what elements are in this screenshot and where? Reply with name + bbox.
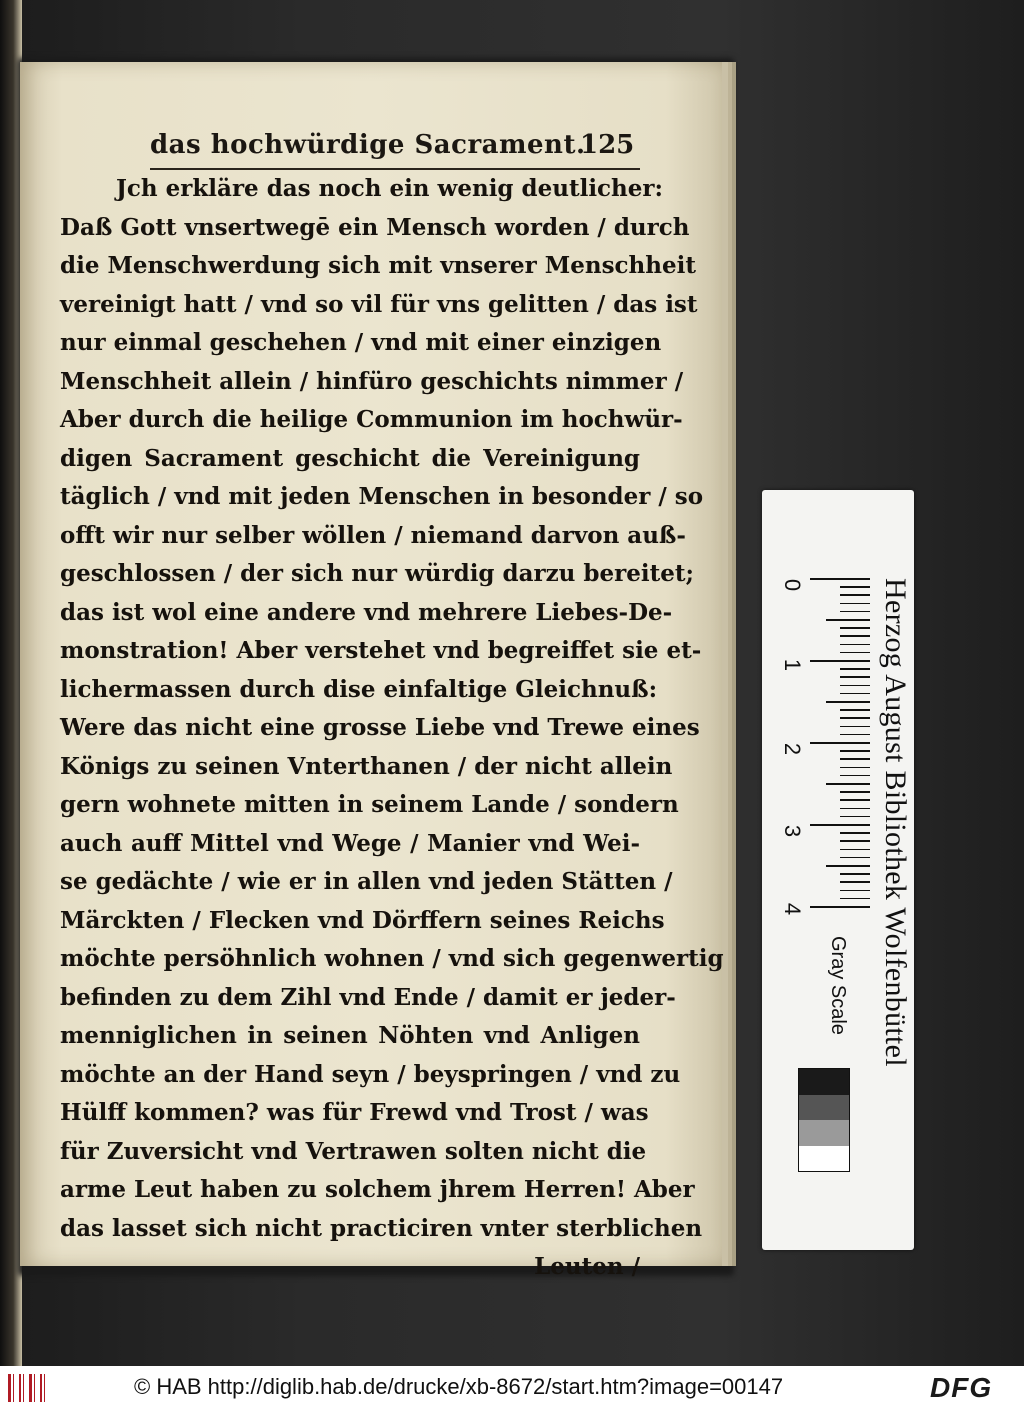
ruler-tick [840, 652, 870, 654]
ruler-tick [840, 635, 870, 637]
text-line: Aber durch die heilige Communion im hochwür- [60, 406, 683, 433]
target-title: Herzog August Bibliothek Wolfenbüttel [879, 578, 912, 1067]
text-line: Daß Gott vnsertwegē ein Mensch worden / durch [60, 213, 690, 241]
ruler-tick [810, 742, 870, 744]
ruler-number: 1 [780, 658, 806, 672]
dfg-logo: DFG [930, 1372, 993, 1403]
ruler-tick [840, 873, 870, 875]
text-line: Menschheit allein / hinfüro geschichts nimmer / [60, 367, 684, 395]
text-line: möchte an der Hand seyn / beyspringen / vnd zu [60, 1060, 681, 1088]
ruler-tick [840, 832, 870, 834]
text-line: se gedächte / wie er in allen vnd jeden Stätten / [60, 868, 673, 895]
ruler-tick [810, 660, 870, 662]
ruler-tick [840, 898, 870, 900]
ruler [810, 578, 870, 918]
ruler-tick [840, 857, 870, 859]
text-line: gern wohnete mitten in seinem Lande / sondern [60, 791, 679, 818]
ruler-tick [840, 693, 870, 695]
ruler-tick [840, 881, 870, 883]
text-line: das ist wol eine andere vnd mehrere Liebes-De- [60, 598, 673, 626]
text-line: für Zuversicht vnd Vertrawen solten nicht die [60, 1137, 647, 1165]
text-line: Hülff kommen? was für Frewd vnd Trost / was [60, 1099, 649, 1126]
text-line: offt wir nur selber wöllen / niemand darvon auß- [60, 521, 686, 549]
ruler-tick [840, 726, 870, 728]
ruler-tick [826, 865, 870, 867]
text-line: geschlossen / der sich nur würdig darzu bereitet; [60, 560, 694, 587]
ruler-tick [840, 611, 870, 613]
ruler-tick [840, 799, 870, 801]
ruler-tick [840, 668, 870, 670]
ruler-tick [840, 685, 870, 687]
gray-swatch-light [799, 1120, 849, 1146]
ruler-tick [840, 676, 870, 678]
ruler-tick [826, 701, 870, 703]
text-line: nur einmal geschehen / vnd mit einer einzigen [60, 329, 662, 356]
ruler-tick [840, 849, 870, 851]
text-line: auch auff Mittel vnd Wege / Manier vnd Wei- [60, 829, 640, 857]
catchword: Leuten / [534, 1253, 640, 1280]
ruler-tick [840, 709, 870, 711]
text-line: Königs zu seinen Vnterthanen / der nicht allein [60, 752, 673, 780]
ruler-tick [840, 594, 870, 596]
body-text [60, 170, 724, 1287]
page-number: 125 [580, 130, 635, 160]
hab-logo-icon [8, 1374, 48, 1402]
text-line: arme Leut haben zu solchem jhrem Herren! Aber [60, 1176, 695, 1203]
running-head: das hochwürdige Sacrament. [150, 130, 586, 160]
text-line: vereinigt hatt / vnd so vil für vns gelitten / das ist [60, 290, 698, 318]
gray-swatch-dark [799, 1095, 849, 1121]
ruler-number: 2 [780, 742, 806, 756]
ruler-number: 3 [780, 824, 806, 838]
source-link[interactable]: © HAB http://diglib.hab.de/drucke/xb-8672/start.htm?image=00147 [134, 1374, 784, 1399]
ruler-tick [840, 767, 870, 769]
text-line: digen Sacrament geschicht die Vereinigung [60, 444, 640, 472]
ruler-tick [840, 791, 870, 793]
page-header [150, 130, 650, 166]
text-line: Märckten / Flecken vnd Dörffern seines Reichs [60, 906, 665, 934]
gray-swatch-white [799, 1146, 849, 1172]
ruler-tick [810, 906, 870, 908]
ruler-tick [810, 578, 870, 580]
ruler-tick [840, 603, 870, 605]
ruler-tick [840, 808, 870, 810]
ruler-tick [840, 586, 870, 588]
ruler-tick [826, 783, 870, 785]
ruler-tick [826, 619, 870, 621]
ruler-tick [840, 758, 870, 760]
ruler-tick [840, 734, 870, 736]
text-line: befinden zu dem Zihl vnd Ende / damit er jeder- [60, 983, 676, 1011]
ruler-tick [840, 816, 870, 818]
ruler-number: 0 [780, 578, 806, 592]
gray-scale-label: Gray Scale [827, 936, 849, 1035]
ruler-tick [840, 627, 870, 629]
ruler-number: 4 [780, 902, 806, 916]
ruler-tick [840, 840, 870, 842]
text-line: Jch erkläre das noch ein wenig deutlicher: [116, 175, 664, 202]
footer-bar [0, 1366, 1024, 1410]
ruler-tick [840, 890, 870, 892]
text-line: täglich / vnd mit jeden Menschen in besonder / so [60, 483, 704, 510]
text-line: Were das nicht eine grosse Liebe vnd Trewe eines [60, 714, 700, 741]
ruler-tick [840, 644, 870, 646]
gray-swatch-black [799, 1069, 849, 1095]
text-line: monstration! Aber verstehet vnd begreiffet sie et- [60, 637, 702, 664]
text-line: das lasset sich nicht practiciren vnter sterblichen [60, 1214, 703, 1242]
text-line: lichermassen durch dise einfaltige Gleichnuß: [60, 675, 658, 703]
ruler-tick [810, 824, 870, 826]
ruler-tick [840, 775, 870, 777]
text-line: möchte persöhnlich wohnen / vnd sich gegenwertig [60, 945, 724, 972]
text-line: die Menschwerdung sich mit vnserer Menschheit [60, 252, 696, 279]
text-line: menniglichen in seinen Nöhten vnd Anligen [60, 1022, 640, 1049]
ruler-tick [840, 717, 870, 719]
ruler-tick [840, 750, 870, 752]
gray-scale-swatches [798, 1068, 850, 1172]
